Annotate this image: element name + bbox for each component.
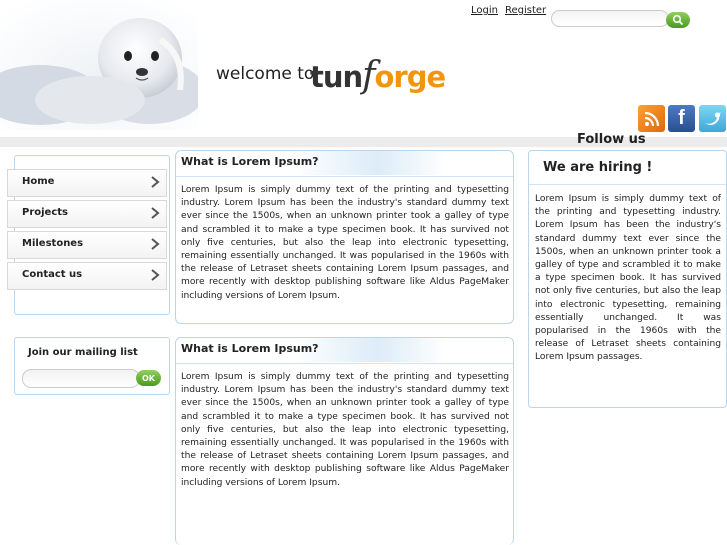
account-links [471,5,553,16]
login-link[interactable]: Login [471,5,498,16]
register-link[interactable]: Register [504,5,547,16]
mailing-list-title: Join our mailing list [28,347,138,358]
nav-item-label: Projects [22,207,69,218]
nav-item-label: Home [22,176,55,187]
content-panel [175,150,514,324]
content-panel [175,337,514,545]
hiring-divider [529,184,726,185]
panel-divider [176,363,513,364]
panel-body-text: Lorem Ipsum is simply dummy text of the printing and typesetting industry. Lorem Ipsum has been the industry's standard dummy text ever since the 1500s, when an unknown printer took a galley of type and scrambled it to make a type specimen book. It has survived not only five centuries, but also the leap into electronic typesetting, remaining essentially unchanged. It was popularised in the 1960s with the release of Letraset sheets containing Lorem Ipsum passages, and more recently with desktop publishing software like Aldus PageMaker including versions of Lorem Ipsum. [181,372,509,488]
welcome-text: welcome to [216,64,315,84]
chevron-right-icon [150,206,160,220]
site-logo[interactable] [310,55,445,96]
search-button[interactable] [666,12,690,28]
mailing-ok-button[interactable]: OK [136,370,161,386]
logo-part-tun: tun [310,60,363,94]
rss-icon[interactable] [638,105,665,132]
logo-part-o [374,60,445,94]
chevron-right-icon [150,237,160,251]
search-icon [672,14,684,26]
nav-item-label: Contact us [22,269,83,280]
hiring-body-text: Lorem Ipsum is simply dummy text of the printing and typesetting industry. Lorem Ipsum has been the industry's standard dummy text ever since the 1500s, when an unknown printer took a galley of type and scrambled it to make a type specimen book. It has survived not only five centuries, but also the leap into electronic typesetting, remaining essentially unchanged. It was popularised in the 1960s with the release of Letraset sheets containing Lorem Ipsum passages. [535,194,721,363]
site-header [0,0,727,137]
seal-pup-image [0,0,198,130]
hiring-panel [528,150,727,408]
facebook-icon[interactable]: f [668,105,695,132]
mailing-email-input[interactable] [22,369,140,388]
nav-item-projects[interactable] [7,200,167,228]
panel-divider [176,176,513,177]
search-input[interactable] [551,10,669,27]
logo-part-orge: orge [374,60,446,94]
nav-item-contact-us[interactable] [7,262,167,290]
panel-title: What is Lorem Ipsum? [181,155,319,168]
panel-body-text: Lorem Ipsum is simply dummy text of the printing and typesetting industry. Lorem Ipsum has been the industry's standard dummy text ever since the 1500s, when an unknown printer took a galley of type and scrambled it to make a type specimen book. It has survived not only five centuries, but also the leap into electronic typesetting, remaining essentially unchanged. It was popularised in the 1960s with the release of Letraset sheets containing Lorem Ipsum passages, and more recently with desktop publishing software like Aldus PageMaker including versions of Lorem Ipsum. [181,185,509,301]
nav-item-milestones[interactable] [7,231,167,259]
twitter-icon[interactable] [699,105,726,132]
nav-item-label: Milestones [22,238,84,249]
chevron-right-icon [150,268,160,282]
logo-part-f: f [362,55,375,96]
chevron-right-icon [150,175,160,189]
hiring-title: We are hiring ! [543,160,653,175]
follow-us-label: Follow us [577,132,646,147]
panel-title: What is Lorem Ipsum? [181,342,319,355]
nav-item-home[interactable] [7,169,167,197]
